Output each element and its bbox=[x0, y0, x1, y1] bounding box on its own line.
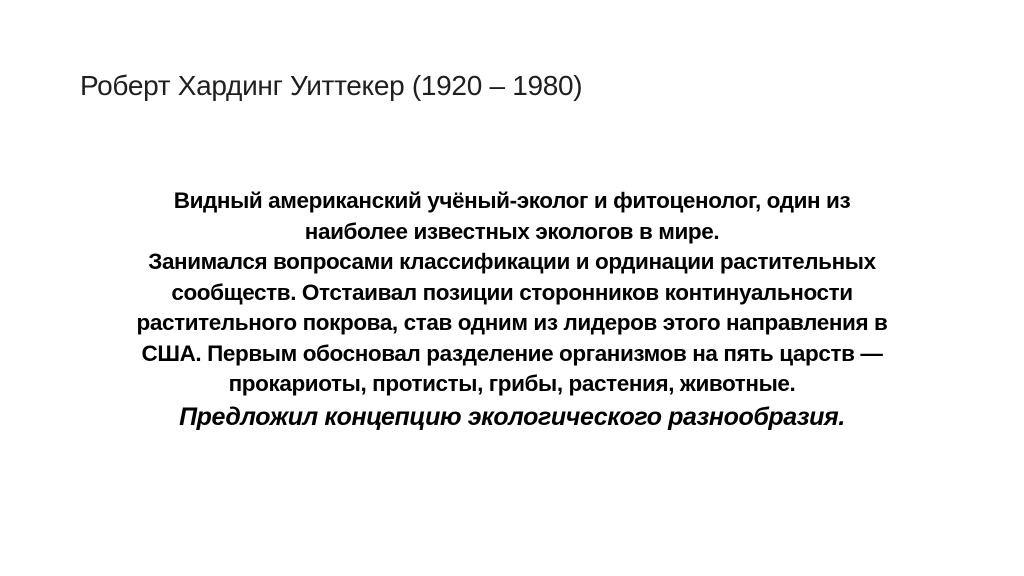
body-line: Занимался вопросами классификации и ординации растительных bbox=[148, 249, 876, 274]
body-line: растительного покрова, став одним из лидеров этого направления в bbox=[136, 310, 888, 335]
slide-body bbox=[0, 186, 1024, 434]
slide-title: Роберт Хардинг Уиттекер (1920 – 1980) bbox=[80, 70, 583, 101]
body-line: наиболее известных экологов в мире. bbox=[304, 218, 720, 244]
body-line: Видный американский учёный-эколог и фитоценолог, один из bbox=[173, 188, 851, 213]
body-line: прокариоты, протисты, грибы, растения, животные. bbox=[228, 371, 796, 396]
emphasis-line: Предложил концепцию экологического разнообразия. bbox=[179, 402, 845, 431]
body-line: США. Первым обосновал разделение организмов на пять царств — bbox=[141, 340, 883, 366]
body-line: сообществ. Отстаивал позиции сторонников континуальности bbox=[171, 279, 853, 305]
